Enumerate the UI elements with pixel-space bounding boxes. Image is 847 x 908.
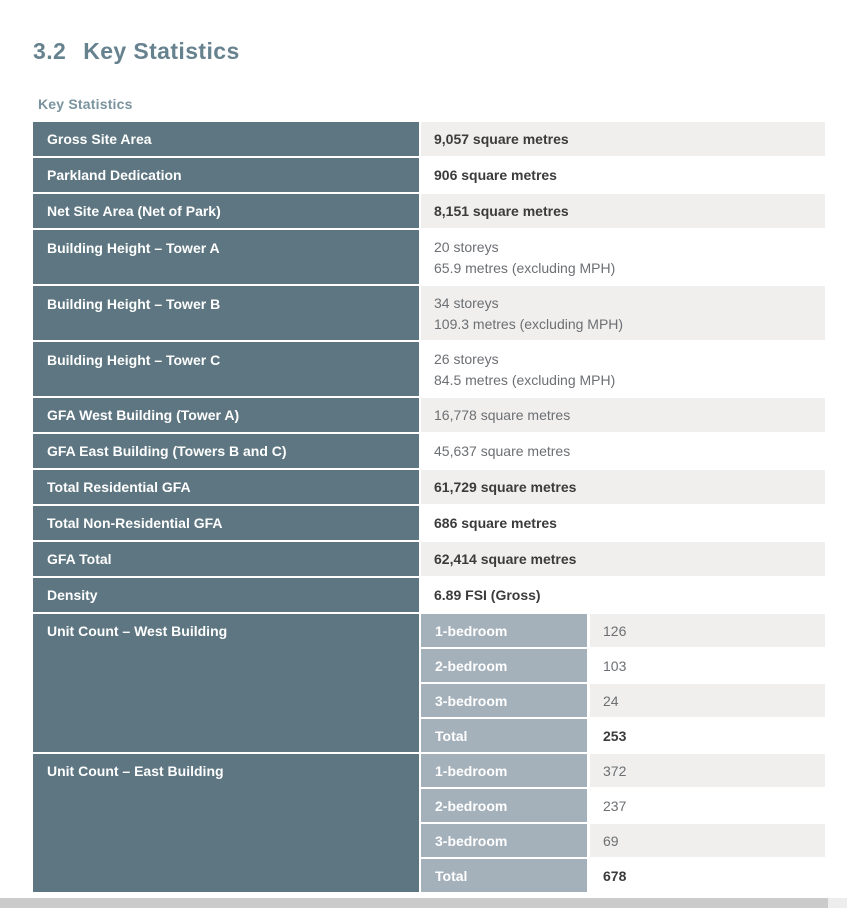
subrow-label: 1-bedroom [421, 754, 587, 787]
row-value [421, 286, 825, 340]
row-label: GFA Total [33, 542, 419, 576]
subrow-value: 678 [590, 859, 825, 892]
table-row-net-site-area [33, 194, 825, 228]
subrow-label: 2-bedroom [421, 649, 587, 682]
table-row-total-non-residential-gfa [33, 506, 825, 540]
section-title: Key Statistics [83, 38, 240, 64]
row-value [421, 342, 825, 396]
row-label: Total Non-Residential GFA [33, 506, 419, 540]
table-row-density [33, 578, 825, 612]
table-row-gfa-east-building [33, 434, 825, 468]
value-line-1: 34 storeys [434, 295, 499, 311]
table-row-total-residential-gfa [33, 470, 825, 504]
unit-count-west-subrows [421, 614, 825, 752]
subrow-value: 372 [590, 754, 825, 787]
row-label: Gross Site Area [33, 122, 419, 156]
subrow-3-bedroom [421, 684, 825, 717]
value-line-2: 109.3 metres (excluding MPH) [434, 316, 624, 332]
section-heading [33, 38, 825, 64]
table-row-building-height-tower-b [33, 286, 825, 340]
subrow-label: 3-bedroom [421, 684, 587, 717]
subrow-value: 126 [590, 614, 825, 647]
subrow-value: 24 [590, 684, 825, 717]
row-label: Unit Count – East Building [33, 754, 419, 892]
subrow-value: 69 [590, 824, 825, 857]
subrow-value: 253 [590, 719, 825, 752]
subrow-2-bedroom [421, 789, 825, 822]
document-page [33, 38, 825, 894]
row-label: Building Height – Tower B [33, 286, 419, 340]
row-label: Unit Count – West Building [33, 614, 419, 752]
subrow-total [421, 719, 825, 752]
table-row-building-height-tower-c [33, 342, 825, 396]
row-value: 61,729 square metres [421, 470, 825, 504]
table-row-parkland-dedication [33, 158, 825, 192]
row-value: 8,151 square metres [421, 194, 825, 228]
row-value: 906 square metres [421, 158, 825, 192]
subrow-2-bedroom [421, 649, 825, 682]
subrow-label: Total [421, 859, 587, 892]
page-edge-band-corner [828, 898, 847, 908]
row-label: Building Height – Tower C [33, 342, 419, 396]
subrow-label: 2-bedroom [421, 789, 587, 822]
row-value: 16,778 square metres [421, 398, 825, 432]
row-label: GFA East Building (Towers B and C) [33, 434, 419, 468]
row-label: GFA West Building (Tower A) [33, 398, 419, 432]
unit-count-east-subrows [421, 754, 825, 892]
table-row-building-height-tower-a [33, 230, 825, 284]
row-value: 6.89 FSI (Gross) [421, 578, 825, 612]
table-row-unit-count-west-building [33, 614, 825, 752]
row-label: Density [33, 578, 419, 612]
subrow-label: Total [421, 719, 587, 752]
row-value: 9,057 square metres [421, 122, 825, 156]
row-label: Building Height – Tower A [33, 230, 419, 284]
table-row-gfa-total [33, 542, 825, 576]
row-value: 62,414 square metres [421, 542, 825, 576]
table-caption: Key Statistics [38, 96, 133, 112]
value-line-2: 84.5 metres (excluding MPH) [434, 372, 616, 388]
subrow-total [421, 859, 825, 892]
key-statistics-table [33, 122, 825, 892]
page-edge-band [0, 898, 828, 908]
row-label: Parkland Dedication [33, 158, 419, 192]
subrow-1-bedroom [421, 614, 825, 647]
table-row-gross-site-area [33, 122, 825, 156]
subrow-label: 1-bedroom [421, 614, 587, 647]
row-value: 45,637 square metres [421, 434, 825, 468]
row-label: Net Site Area (Net of Park) [33, 194, 419, 228]
row-value: 686 square metres [421, 506, 825, 540]
table-row-gfa-west-building [33, 398, 825, 432]
value-line-2: 65.9 metres (excluding MPH) [434, 260, 616, 276]
table-row-unit-count-east-building [33, 754, 825, 892]
row-value [421, 230, 825, 284]
subrow-value: 237 [590, 789, 825, 822]
value-line-1: 26 storeys [434, 351, 499, 367]
subrow-value: 103 [590, 649, 825, 682]
row-label: Total Residential GFA [33, 470, 419, 504]
section-number: 3.2 [33, 38, 67, 64]
subrow-label: 3-bedroom [421, 824, 587, 857]
subrow-3-bedroom [421, 824, 825, 857]
value-line-1: 20 storeys [434, 239, 499, 255]
subrow-1-bedroom [421, 754, 825, 787]
